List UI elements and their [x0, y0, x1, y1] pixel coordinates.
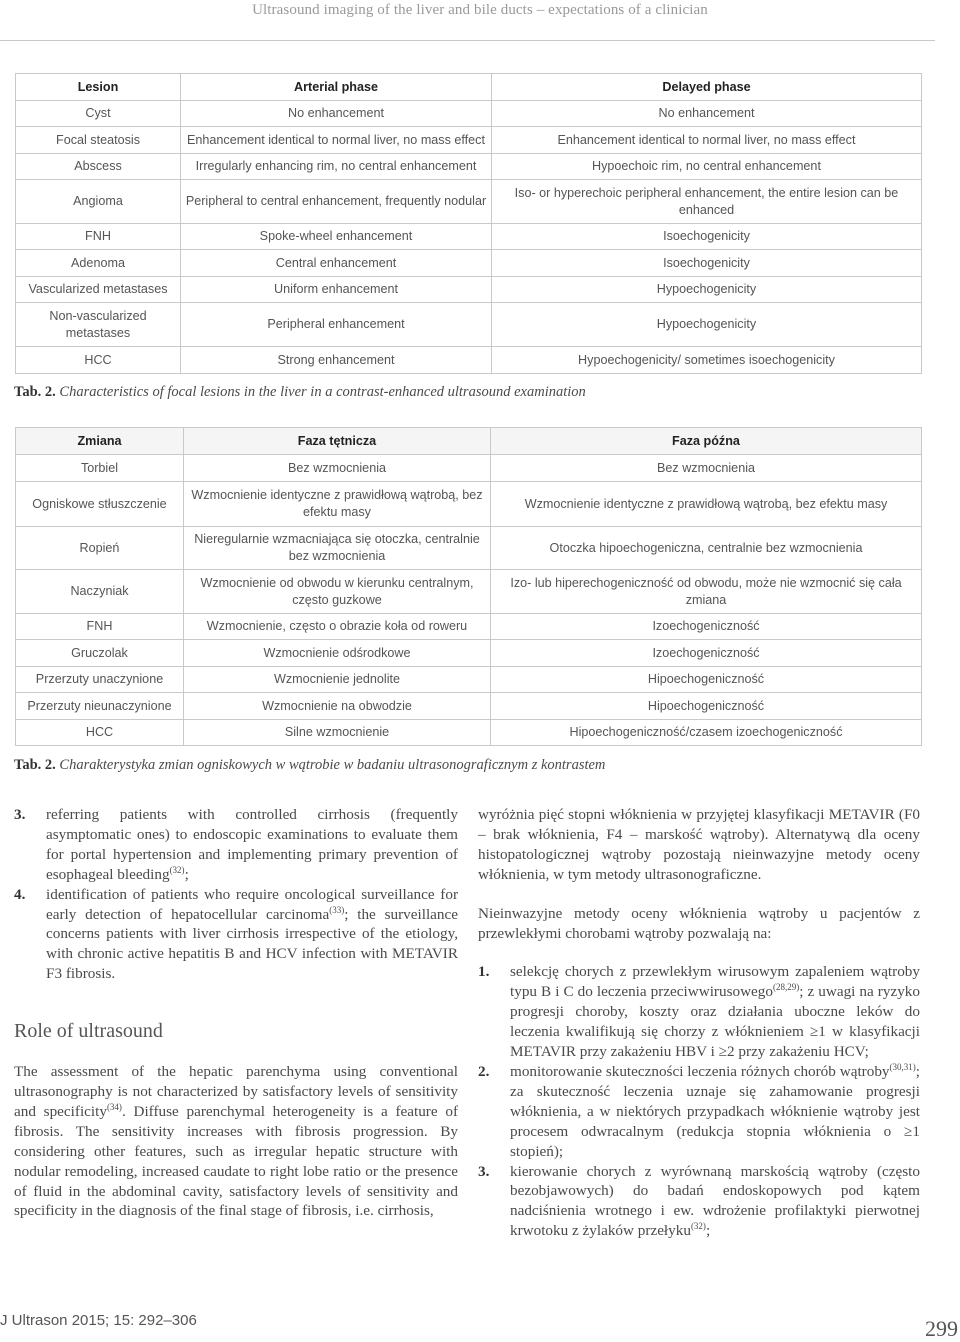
numbered-list: [14, 805, 458, 984]
table-row: [16, 527, 922, 570]
table-cell: Peripheral to central enhancement, frequently nodular: [181, 180, 492, 224]
caption-text: Charakterystyka zmian ogniskowych w wątrobie w badaniu ultrasonograficznym z kontrastem: [59, 757, 606, 773]
table-row: [16, 640, 922, 667]
table-row: [16, 101, 922, 127]
table-cell: Ropień: [16, 527, 184, 570]
section-title: Role of ultrasound: [14, 1020, 163, 1043]
table-cell: Adenoma: [16, 250, 181, 277]
list-text: monitorowanie skuteczności leczenia różnych chorób wątroby: [510, 1062, 890, 1080]
page-number: 299: [925, 1316, 958, 1341]
table-cell: Enhancement identical to normal liver, no mass effect: [492, 127, 922, 154]
table-cell: Torbiel: [16, 455, 184, 482]
column-header: Faza późna: [491, 428, 922, 455]
table-cell: Hipoechogeniczność/czasem izoechogeniczność: [491, 720, 922, 746]
header-divider: [0, 40, 935, 41]
table-cell: Peripheral enhancement: [181, 303, 492, 347]
journal-citation: J Ultrason 2015; 15: 292–306: [0, 1312, 197, 1329]
list-item: [478, 1162, 920, 1242]
table-cell: Uniform enhancement: [181, 277, 492, 303]
column-header: Faza tętnicza: [184, 428, 491, 455]
table-cell: Angioma: [16, 180, 181, 224]
table-cell: Wzmocnienie jednolite: [184, 667, 491, 693]
table-row: [16, 277, 922, 303]
list-number: 4.: [14, 885, 26, 903]
table-cell: Wzmocnienie identyczne z prawidłową wątrobą, bez efektu masy: [491, 482, 922, 527]
table-cell: Hypoechoic rim, no central enhancement: [492, 154, 922, 180]
list-text-tail: ;: [184, 865, 189, 883]
table-cell: Abscess: [16, 154, 181, 180]
table-row: [16, 347, 922, 374]
table-cell: Hypoechogenicity: [492, 303, 922, 347]
table-cell: Naczyniak: [16, 570, 184, 614]
list-item: [14, 885, 458, 985]
table-cell: FNH: [16, 614, 184, 640]
table-row: [16, 180, 922, 224]
table-row: [16, 127, 922, 154]
citation-ref: (32): [169, 864, 185, 875]
table-cell: Gruczolak: [16, 640, 184, 667]
running-header: Ultrasound imaging of the liver and bile ducts – expectations of a clinician: [252, 2, 708, 18]
table-cell: Spoke-wheel enhancement: [181, 224, 492, 250]
table-cell: Bez wzmocnienia: [491, 455, 922, 482]
table-cell: Wzmocnienie od obwodu w kierunku centralnym, często guzkowe: [184, 570, 491, 614]
caption-label: Tab. 2.: [14, 384, 56, 400]
table-caption-pl: [14, 757, 605, 774]
table-cell: Cyst: [16, 101, 181, 127]
table-cell: Nieregularnie wzmacniająca się otoczka, centralnie bez wzmocnienia: [184, 527, 491, 570]
table-cell: Focal steatosis: [16, 127, 181, 154]
table-cell: Strong enhancement: [181, 347, 492, 374]
table-en: [15, 73, 922, 374]
list-text: kierowanie chorych z wyrównaną marskością wątroby (często bezobjawowych) do badań endoskopowych pod kątem nadciśnienia wrotnego i ew. wdrożenie profilaktyki pierwotnej krwotoku z żylaków przełyku: [510, 1162, 920, 1240]
table-cell: FNH: [16, 224, 181, 250]
list-item: [478, 1062, 920, 1162]
list-text: selekcję chorych z przewlekłym wirusowym zapaleniem wątroby typu B i C do leczenia przeciwwirusowego: [510, 963, 920, 1001]
table-cell: Ogniskowe stłuszczenie: [16, 482, 184, 527]
table-cell: Non-vascularized metastases: [16, 303, 181, 347]
table-cell: No enhancement: [181, 101, 492, 127]
list-item: [14, 805, 458, 885]
table-cell: Hypoechogenicity: [492, 277, 922, 303]
list-number: 3.: [14, 806, 26, 823]
table-row: [16, 614, 922, 640]
column-header: Lesion: [16, 74, 181, 101]
list-text-tail: ;: [705, 1222, 711, 1240]
list-text-tail: ; z uwagi na ryzyko progresji choroby, koszty oraz działania uboczne leków do leczenia kwalifikują się chorzy z włóknieniem ≥1 w klasyfikacji METAVIR przy zakażeniu HBV i ≥2 przy zakażeniu HCV;: [510, 983, 920, 1061]
table-cell: Silne wzmocnienie: [184, 720, 491, 746]
list-text: referring patients with controlled cirrhosis (frequently asymptomatic ones) to endoscopic examinations to evaluate them for portal hypertension and implementing primary prevention of esophageal bleeding: [46, 806, 458, 883]
paragraph: wyróżnia pięć stopni włóknienia w przyjętej klasyfikacji METAVIR (F0 – brak włóknienia, F4 – marskość wątroby). Alternatywą dla oceny histopatologicznej wątroby pozostają nieinwazyjne metody oceny włóknienia, w tym metody ultrasonograficzne.: [478, 806, 920, 883]
list-number: 3.: [478, 1162, 490, 1180]
table-cell: No enhancement: [492, 101, 922, 127]
caption-text: Characteristics of focal lesions in the liver in a contrast-enhanced ultrasound examination: [59, 384, 586, 400]
table-cell: Izoechogeniczność: [491, 614, 922, 640]
table-row: [16, 570, 922, 614]
citation-ref: (33): [329, 904, 345, 915]
table-cell: Iso- or hyperechoic peripheral enhancement, the entire lesion can be enhanced: [492, 180, 922, 224]
paragraph: [14, 1062, 458, 1221]
paragraph: Nieinwazyjne metody oceny włóknienia wątroby u pacjentów z przewlekłymi chorobami wątroby pozwalają na:: [478, 904, 920, 942]
table-cell: Bez wzmocnienia: [184, 455, 491, 482]
table-header-row: [16, 74, 922, 101]
table-cell: Przerzuty unaczynione: [16, 667, 184, 693]
citation-ref: (34): [106, 1101, 122, 1112]
table-caption-en: [14, 384, 586, 401]
table-cell: Wzmocnienie odśrodkowe: [184, 640, 491, 667]
table-cell: Hypoechogenicity/ sometimes isoechogenicity: [492, 347, 922, 374]
citation-ref: (28,29): [772, 982, 800, 993]
column-header: Delayed phase: [492, 74, 922, 101]
table-cell: Irregularly enhancing rim, no central enhancement: [181, 154, 492, 180]
table-cell: Vascularized metastases: [16, 277, 181, 303]
right-column: [478, 805, 920, 1241]
table-row: [16, 303, 922, 347]
table-cell: Hipoechogeniczność: [491, 667, 922, 693]
table-row: [16, 250, 922, 277]
table-cell: HCC: [16, 720, 184, 746]
table-row: [16, 154, 922, 180]
table-cell: HCC: [16, 347, 181, 374]
table-cell: Wzmocnienie identyczne z prawidłową wątrobą, bez efektu masy: [184, 482, 491, 527]
list-number: 1.: [478, 963, 490, 981]
list-item: [478, 962, 920, 1062]
table-cell: Wzmocnienie na obwodzie: [184, 693, 491, 720]
list-text-tail: ; the surveillance concerns patients with liver cirrhosis irrespective of the etiology, with chronic active hepatitis B and HCV infection with METAVIR F3 fibrosis.: [46, 905, 458, 983]
table-row: [16, 482, 922, 527]
table-cell: Otoczka hipoechogeniczna, centralnie bez wzmocnienia: [491, 527, 922, 570]
left-column: [14, 805, 458, 1240]
citation-ref: (32): [690, 1221, 706, 1232]
table-cell: Enhancement identical to normal liver, no mass effect: [181, 127, 492, 154]
table-cell: Wzmocnienie, często o obrazie koła od roweru: [184, 614, 491, 640]
table-cell: Przerzuty nieunaczynione: [16, 693, 184, 720]
numbered-list: [478, 962, 920, 1241]
table-cell: Hipoechogeniczność: [491, 693, 922, 720]
list-number: 2.: [478, 1062, 490, 1080]
paragraph-text-tail: . Diffuse parenchymal heterogeneity is a feature of fibrosis. The sensitivity increases with fibrosis progression. By considering other features, such as irregular hepatic structure with nodular remodeling, increased caudate to right lobe ratio or the presence of fluid in the abdominal cavity, satisfactory levels of sensitivity and specificity in the diagnosis of the final stage of fibrosis, i.e. cirrhosis,: [14, 1102, 458, 1220]
table-row: [16, 693, 922, 720]
table-cell: Isoechogenicity: [492, 250, 922, 277]
table-row: [16, 224, 922, 250]
list-text-tail: ; za skuteczność leczenia uznaje się zahamowanie progresji włóknienia, a w niektórych przypadkach włóknienie wątroby jest procesem odwracalnym (redukcja stopnia włóknienia o ≥1 stopień);: [510, 1062, 920, 1160]
caption-label: Tab. 2.: [14, 757, 56, 773]
column-header: Arterial phase: [181, 74, 492, 101]
paragraph-text: The assessment of the hepatic parenchyma using conventional ultrasonography is not characterized by satisfactory levels of sensitivity and specificity: [14, 1063, 458, 1120]
table-header-row: [16, 428, 922, 455]
table-cell: Izo- lub hiperechogeniczność od obwodu, może nie wzmocnić się cała zmiana: [491, 570, 922, 614]
table-row: [16, 455, 922, 482]
table-pl: [15, 427, 922, 746]
table-cell: Isoechogenicity: [492, 224, 922, 250]
column-header: Zmiana: [16, 428, 184, 455]
citation-ref: (30,31): [889, 1061, 916, 1072]
list-text: identification of patients who require oncological surveillance for early detection of hepatocellular carcinoma: [46, 885, 458, 923]
table-row: [16, 667, 922, 693]
table-cell: Central enhancement: [181, 250, 492, 277]
table-row: [16, 720, 922, 746]
table-cell: Izoechogeniczność: [491, 640, 922, 667]
